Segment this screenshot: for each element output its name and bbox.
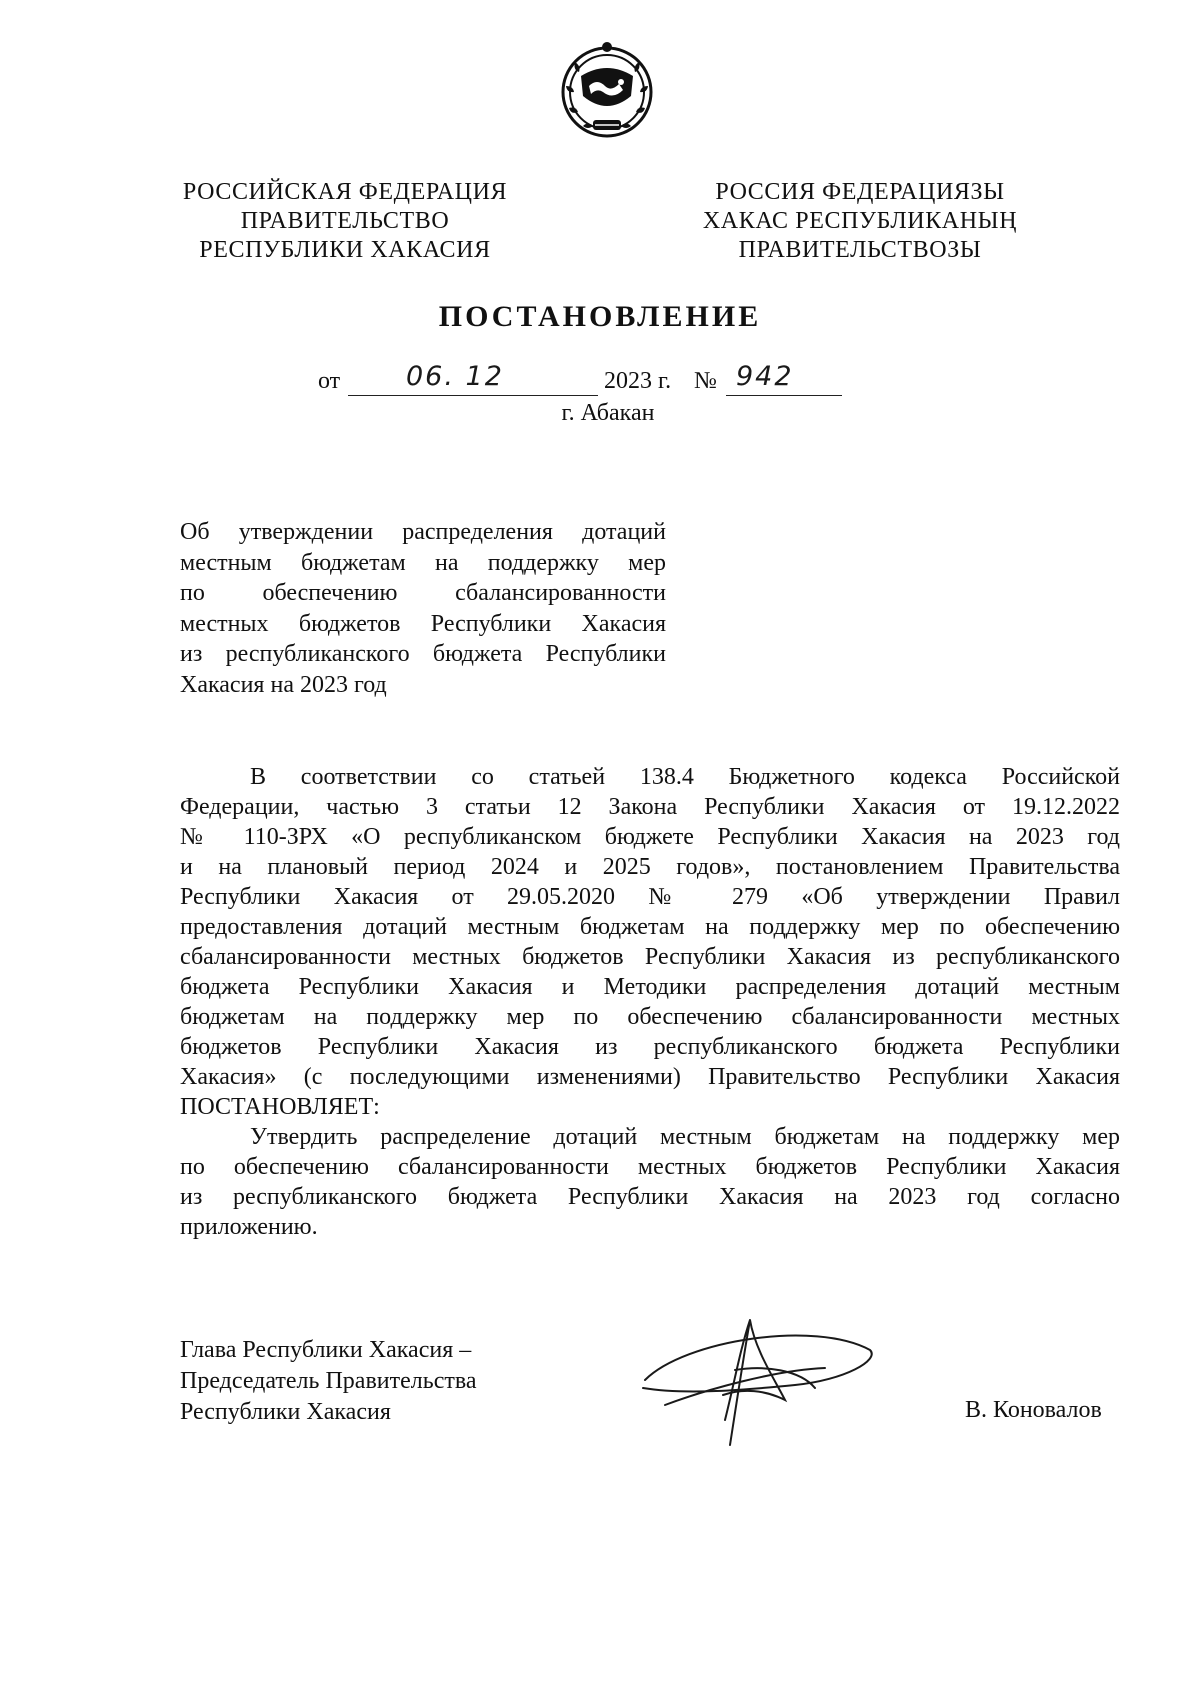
subject-line: Хакасия на 2023 год — [180, 671, 387, 698]
subject-line: Об утверждении распределения дотаций — [180, 519, 666, 545]
number-prefix: № — [694, 368, 717, 394]
paragraph-line: бюджетов Республики Хакасия из республиканского бюджета Республики — [180, 1034, 1120, 1060]
header-left-line-1: РОССИЙСКАЯ ФЕДЕРАЦИЯ — [182, 179, 508, 205]
paragraph-line: приложению. — [180, 1214, 318, 1240]
signatory-name: В. Коновалов — [965, 1397, 1102, 1423]
paragraph-line: и на плановый период 2024 и 2025 годов», постановлением Правительства — [180, 854, 1120, 880]
date-underline — [348, 395, 598, 396]
number-handwritten: 942 — [736, 361, 794, 392]
document-title: ПОСТАНОВЛЕНИЕ — [438, 300, 762, 333]
signatory-title-line: Председатель Правительства — [180, 1368, 477, 1394]
header-right-line-3: ПРАВИТЕЛЬСТВОЗЫ — [738, 237, 982, 263]
header-russian — [175, 178, 515, 265]
paragraph-line: Республики Хакасия от 29.05.2020 № 279 «Об утверждении Правил — [180, 884, 1120, 910]
subject-line: из республиканского бюджета Республики — [180, 641, 666, 667]
body-paragraph-2 — [180, 1122, 1120, 1242]
signatory-title — [180, 1335, 477, 1428]
paragraph-line: бюджета Республики Хакасия и Методики распределения дотаций местным — [180, 974, 1120, 1000]
date-number-line — [318, 361, 918, 399]
paragraph-line: Федерации, частью 3 статьи 12 Закона Республики Хакасия от 19.12.2022 — [180, 794, 1120, 820]
paragraph-line: В соответствии со статьей 138.4 Бюджетного кодекса Российской — [250, 764, 1120, 790]
document-subject — [180, 517, 666, 700]
signatory-title-line: Республики Хакасия — [180, 1399, 391, 1425]
city: г. Абакан — [561, 400, 655, 426]
paragraph-line: № 110-ЗРХ «О республиканском бюджете Республики Хакасия на 2023 год — [180, 824, 1120, 850]
paragraph-line: Утвердить распределение дотаций местным бюджетам на поддержку мер — [250, 1124, 1120, 1150]
signatory-title-line: Глава Республики Хакасия – — [180, 1337, 472, 1363]
date-handwritten: 06. 12 — [406, 361, 504, 392]
subject-line: местных бюджетов Республики Хакасия — [180, 610, 666, 637]
handwritten-signature-icon — [625, 1310, 885, 1450]
paragraph-line: бюджетам на поддержку мер по обеспечению сбалансированности местных — [180, 1004, 1120, 1030]
number-underline — [726, 395, 842, 396]
year-label: 2023 г. — [604, 368, 672, 394]
paragraph-line: предоставления дотаций местным бюджетам на поддержку мер по обеспечению — [180, 914, 1120, 940]
date-prefix: от — [318, 368, 341, 394]
paragraph-line: сбалансированности местных бюджетов Республики Хакасия из республиканского — [180, 944, 1120, 970]
header-khakas — [690, 178, 1030, 265]
subject-line: местным бюджетам на поддержку мер — [180, 549, 666, 576]
body-paragraph-1 — [180, 762, 1120, 1122]
header-left-line-3: РЕСПУБЛИКИ ХАКАСИЯ — [199, 237, 491, 263]
subject-line: по обеспечению сбалансированности — [180, 580, 666, 606]
header-left-line-2: ПРАВИТЕЛЬСТВО — [240, 208, 450, 234]
header-right-line-2: ХАКАС РЕСПУБЛИКАНЫҢ — [702, 208, 1018, 234]
paragraph-line: из республиканского бюджета Республики Хакасия на 2023 год согласно — [180, 1184, 1120, 1210]
header-right-line-1: РОССИЯ ФЕДЕРАЦИЯЗЫ — [715, 179, 1005, 205]
paragraph-line: по обеспечению сбалансированности местных бюджетов Республики Хакасия — [180, 1154, 1120, 1180]
paragraph-line: Хакасия» (с последующими изменениями) Правительство Республики Хакасия — [180, 1064, 1120, 1090]
paragraph-line: ПОСТАНОВЛЯЕТ: — [180, 1094, 380, 1120]
coat-of-arms-icon — [555, 38, 659, 142]
